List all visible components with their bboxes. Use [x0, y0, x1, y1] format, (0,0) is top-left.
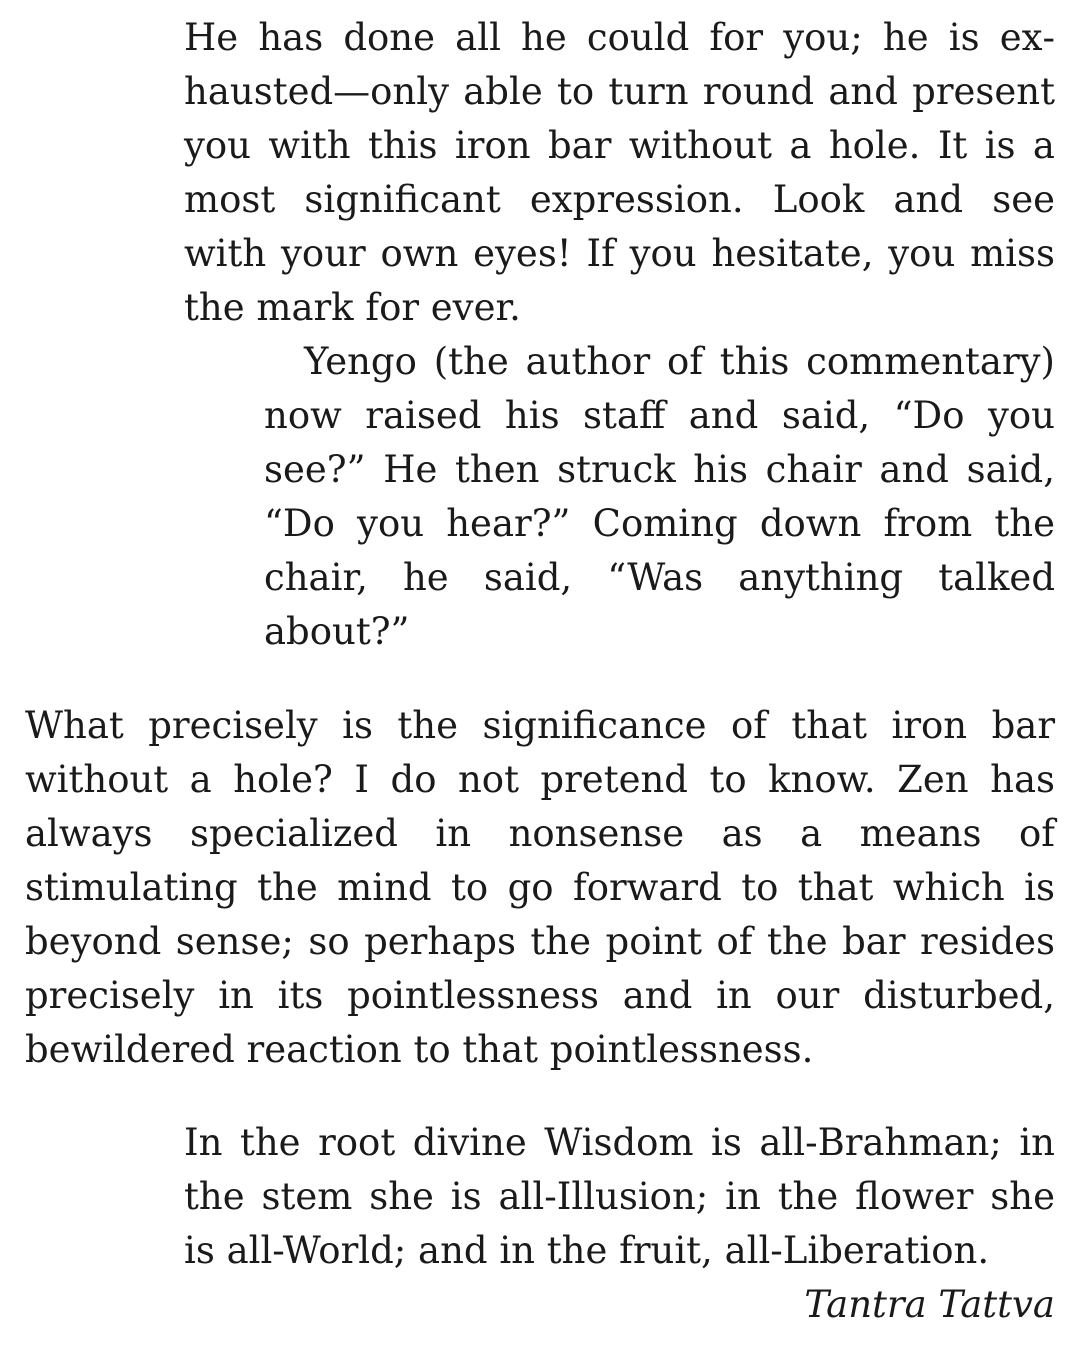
epigraph-attribution: Tantra Tattva [804, 1283, 1055, 1326]
block-quote-yengo: Yengo (the author of this commentary) now raised his staff and said, “Do you see?” He then struck his chair and said, “Do you hear?” Coming down from the chair, he said, “Was anything talked about?” [264, 340, 1055, 653]
block-quote-commentary: He has done all he could for you; he is exhausted—only able to turn round and present you with this iron bar without a hole. It is a most significant expression. Look and see with your own eyes! If you hesitate, you miss the mark for ever. [184, 16, 1055, 329]
epigraph-quote: In the root divine Wisdom is all-Brahman; in the stem she is all-Illusion; in the flower she is all-World; and in the fruit, all-Liberation. [184, 1121, 1055, 1272]
body-paragraph: What precisely is the significance of that iron bar without a hole? I do not pretend to know. Zen has always specialized in nonsense as a means of stimulating the mind to go forward to that which is beyond sense; so perhaps the point of the bar resides precisely in its pointlessness and in our disturbed, bewildered reaction to that pointlessness. [25, 704, 1055, 1071]
